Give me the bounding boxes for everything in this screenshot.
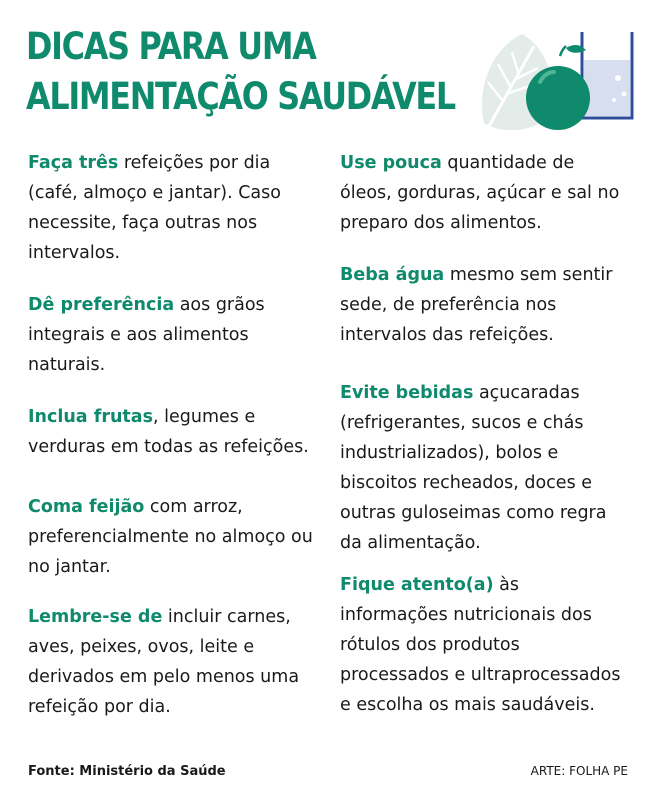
tip-item bbox=[28, 492, 318, 602]
tip-text: , legumes e verduras em todas as refeições. bbox=[28, 407, 309, 457]
tip-item bbox=[340, 378, 630, 570]
tip-keyword: Inclua frutas bbox=[28, 407, 153, 427]
healthy-food-illustration bbox=[478, 28, 638, 138]
tip-keyword: Beba água bbox=[340, 265, 445, 285]
tip-text: açucaradas (refrigerantes, sucos e chás industrializados), bolos e biscoitos recheados, doces e outras guloseimas como regra da alimentação. bbox=[340, 383, 607, 553]
tip-text: quantidade de óleos, gorduras, açúcar e sal no preparo dos alimentos. bbox=[340, 153, 620, 233]
tip-item bbox=[340, 570, 630, 720]
tip-text: com arroz, preferencialmente no almoço ou no jantar. bbox=[28, 497, 313, 577]
tip-keyword: Fique atento(a) bbox=[340, 575, 494, 595]
tip-keyword: Coma feijão bbox=[28, 497, 145, 517]
tip-text: incluir carnes, aves, peixes, ovos, leite e derivados em pelo menos uma refeição por dia. bbox=[28, 607, 300, 717]
glass-of-water-icon bbox=[582, 32, 632, 118]
tip-text: mesmo sem sentir sede, de preferência nos intervalos das refeições. bbox=[340, 265, 613, 345]
tip-item bbox=[28, 402, 318, 492]
title-line-2: ALIMENTAÇÃO SAUDÁVEL bbox=[26, 75, 455, 118]
art-credit: ARTE: FOLHA PE bbox=[530, 764, 628, 778]
page-title bbox=[26, 22, 455, 122]
tip-item bbox=[340, 148, 630, 260]
tip-keyword: Use pouca bbox=[340, 153, 442, 173]
tips-column-right bbox=[340, 148, 630, 720]
tip-item bbox=[340, 260, 630, 378]
tips-column-left bbox=[28, 148, 318, 722]
tip-item bbox=[28, 602, 318, 722]
tip-text: aos grãos integrais e aos alimentos naturais. bbox=[28, 295, 265, 375]
source-credit: Fonte: Ministério da Saúde bbox=[28, 764, 226, 779]
tip-keyword: Evite bebidas bbox=[340, 383, 474, 403]
title-line-1: DICAS PARA UMA bbox=[26, 25, 316, 68]
tip-keyword: Faça três bbox=[28, 153, 119, 173]
tip-keyword: Lembre-se de bbox=[28, 607, 163, 627]
tip-item bbox=[28, 148, 318, 290]
tip-text: às informações nutricionais dos rótulos dos produtos processados e ultraprocessados e escolha os mais saudáveis. bbox=[340, 575, 621, 715]
tip-text: refeições por dia (café, almoço e jantar). Caso necessite, faça outras nos intervalos. bbox=[28, 153, 281, 263]
tip-item bbox=[28, 290, 318, 402]
tip-keyword: Dê preferência bbox=[28, 295, 175, 315]
